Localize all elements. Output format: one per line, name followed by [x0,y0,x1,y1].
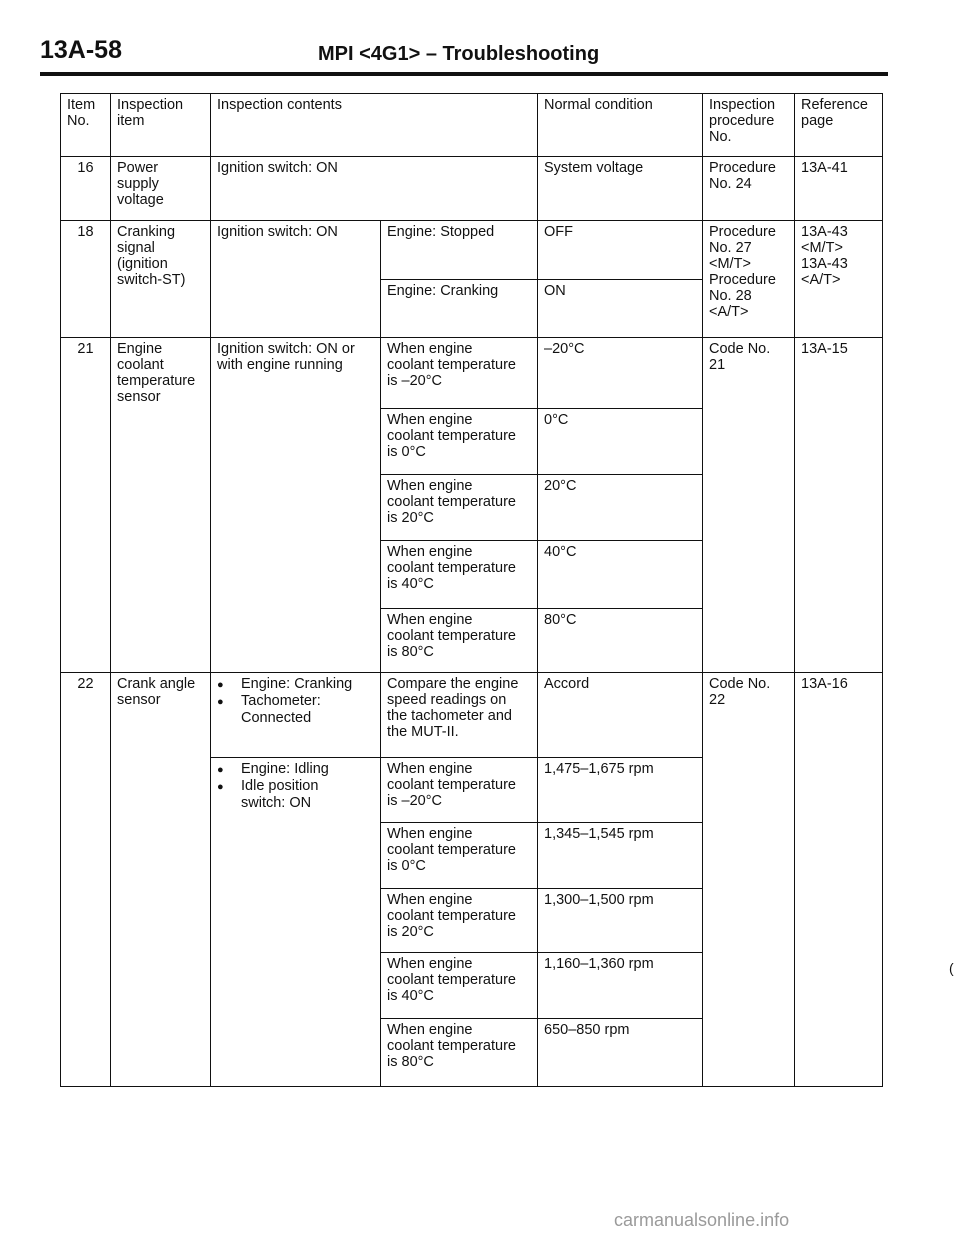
item-no-cell: 21 [61,338,111,673]
procedure-cell: Code No. 22 [703,673,795,1087]
normal-condition-cell: 80°C [538,609,703,673]
table-row-item-22 [61,673,883,758]
normal-condition-cell: 650–850 rpm [538,1019,703,1087]
normal-condition-cell: ON [538,280,703,338]
bullet-item: ● Idle position switch: ON [217,778,375,811]
inspection-item-cell: Engine coolant temperature sensor [111,338,211,673]
table-row-item-16 [61,157,883,221]
page-number: 13A-58 [40,36,122,64]
col-header-normal-condition: Normal condition [538,94,703,157]
normal-condition-cell: 1,300–1,500 rpm [538,889,703,953]
condition-cell: When engine coolant temperature is –20°C [381,338,538,409]
item-no-cell: 22 [61,673,111,1087]
normal-condition-cell: 1,475–1,675 rpm [538,758,703,823]
condition-cell: When engine coolant temperature is 0°C [381,409,538,475]
procedure-cell: Code No. 21 [703,338,795,673]
troubleshooting-table [60,93,883,1087]
condition-cell: When engine coolant temperature is 80°C [381,609,538,673]
item-no-cell: 18 [61,221,111,338]
normal-condition-cell: 40°C [538,541,703,609]
condition-cell: When engine coolant temperature is 0°C [381,823,538,889]
reference-cell: 13A-43 <M/T> 13A-43 <A/T> [795,221,883,338]
inspection-contents-cell: Ignition switch: ON [211,157,538,221]
col-header-inspection-contents: Inspection contents [211,94,538,157]
item-no-cell: 16 [61,157,111,221]
condition-cell: When engine coolant temperature is 20°C [381,889,538,953]
normal-condition-cell: 0°C [538,409,703,475]
inspection-contents-cell: Ignition switch: ON [211,221,381,338]
condition-cell: Engine: Stopped [381,221,538,280]
bullet-item: ● Tachometer: Connected [217,693,375,726]
inspection-item-cell: Crank angle sensor [111,673,211,1087]
bullet-item: ● Engine: Idling [217,761,375,778]
condition-cell: When engine coolant temperature is –20°C [381,758,538,823]
condition-cell: Compare the engine speed readings on the tachometer and the MUT-II. [381,673,538,758]
normal-condition-cell: Accord [538,673,703,758]
condition-cell: Engine: Cranking [381,280,538,338]
inspection-item-cell: Power supply voltage [111,157,211,221]
table-header-row [61,94,883,157]
condition-cell: When engine coolant temperature is 80°C [381,1019,538,1087]
condition-cell: When engine coolant temperature is 40°C [381,953,538,1019]
margin-mark: ( [949,960,954,976]
reference-cell: 13A-15 [795,338,883,673]
normal-condition-cell: 1,345–1,545 rpm [538,823,703,889]
page-title: MPI <4G1> – Troubleshooting [318,43,600,65]
table-row-item-18 [61,221,883,280]
header-rule [40,72,888,76]
inspection-contents-cell [211,758,381,1087]
bullet-item: ● Engine: Cranking [217,676,375,693]
condition-cell: When engine coolant temperature is 20°C [381,475,538,541]
table-row-item-21 [61,338,883,409]
normal-condition-cell: 20°C [538,475,703,541]
normal-condition-cell: –20°C [538,338,703,409]
reference-cell: 13A-41 [795,157,883,221]
reference-cell: 13A-16 [795,673,883,1087]
normal-condition-cell: System voltage [538,157,703,221]
procedure-cell: Procedure No. 24 [703,157,795,221]
inspection-contents-cell [211,673,381,758]
col-header-item-no: Item No. [61,94,111,157]
col-header-inspection-item: Inspection item [111,94,211,157]
condition-cell: When engine coolant temperature is 40°C [381,541,538,609]
col-header-inspection-procedure: Inspection procedure No. [703,94,795,157]
col-header-reference-page: Reference page [795,94,883,157]
inspection-contents-cell: Ignition switch: ON or with engine running [211,338,381,673]
inspection-item-cell: Cranking signal (ignition switch-ST) [111,221,211,338]
normal-condition-cell: 1,160–1,360 rpm [538,953,703,1019]
watermark: carmanualsonline.info [614,1210,790,1230]
normal-condition-cell: OFF [538,221,703,280]
procedure-cell: Procedure No. 27 <M/T> Procedure No. 28 <A/T> [703,221,795,338]
